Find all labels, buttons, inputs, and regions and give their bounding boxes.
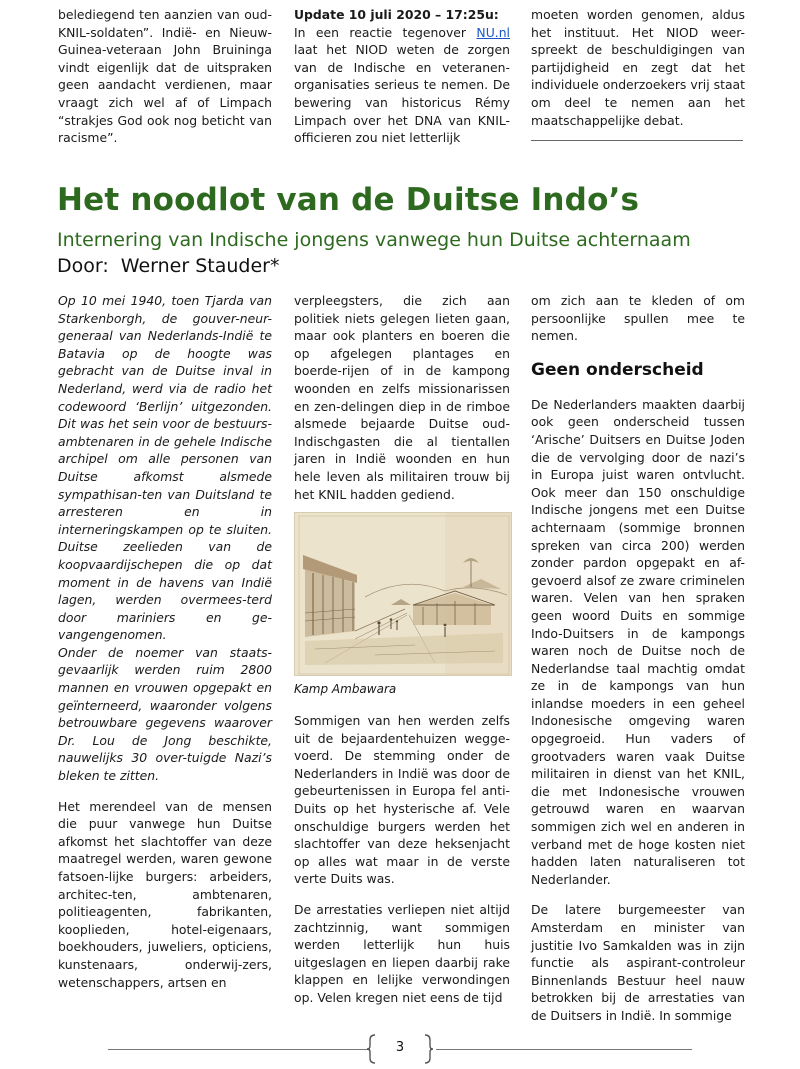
byline-author: Werner Stauder* (120, 255, 280, 277)
body-paragraph: om zich aan te kleden of om persoonlijke spullen mee te nemen. (531, 293, 745, 344)
top-column-1 (58, 6, 272, 147)
nu-nl-link[interactable]: NU.nl (476, 24, 510, 40)
top-column-3 (531, 6, 745, 129)
update-title: Update 10 juli 2020 – 17:25u: (294, 7, 499, 22)
footer-rule-left (108, 1049, 370, 1050)
byline-label: Door: (57, 255, 109, 277)
update-text-post: laat het NIOD weten de zorgen van de Indische en veteranen-organisaties serieus te nemen. De bewering van historicus Rémy Limpach over het DNA van KNIL-officieren zou niet letterlijk (294, 42, 510, 146)
article-column-3 (531, 292, 745, 1025)
section-divider (531, 140, 743, 141)
body-paragraph: De arrestaties verliepen niet altijd zachtzinnig, want sommigen werden letterlijk hun huis uitgeslagen en liepen daarbij rake klappen en lelijke verwondingen op. Velen kregen niet eens de tijd (294, 901, 510, 1005)
body-paragraph: Sommigen van hen werden zelfs uit de bejaardentehuizen wegge-voerd. De stemming onder de Nederlanders in Indië was door de gebeurtenissen in Europa fel anti-Duits op het hysterische af. Vele onschuldige burgers werden het slachtoffer van deze heksenjacht op alles wat maar in de verste verte Duits was. (294, 713, 510, 887)
page-number: 3 (395, 1040, 405, 1055)
section-heading: Geen onderscheid (531, 359, 704, 380)
byline (57, 253, 279, 279)
top-col3-text: moeten worden genomen, aldus het instituut. Het NIOD weer-spreekt de beschuldigingen van partijdigheid en zegt dat het individuele onderzoekers vrij staat om deel te nemen aan het maatschappelijke debat. (531, 7, 745, 128)
article-column-1 (58, 292, 272, 991)
figure-caption: Kamp Ambawara (294, 682, 397, 696)
update-text-pre: In een reactie tegenover (294, 24, 467, 40)
article-title: Het noodlot van de Duitse Indo’s (57, 182, 640, 218)
body-paragraph: De Nederlanders maakten daarbij ook geen onderscheid tussen ‘Arische’ Duitsers en Duitse Joden die de vervolging door de nazi’s in Europa juist waren ontvlucht. Ook meer dan 150 onschuldige Indische jongens met een Duitse achternaam (sommige bronnen spreken van circa 200) werden zonder pardon opgepakt en af-gevoerd alsof ze zware criminelen waren. Velen van hen spraken geen woord Duits en sommige Indo-Duitsers in de kampongs waren noch de Duitse noch de Nederlandse taal machtig omdat ze in de kampongs van hun inlandse moeders in een geheel Indonesische omgeving waren opgegroeid. Hun vaders of grootvaders waren vaak Duitse militairen in dienst van het KNIL, die met Indonesische vrouwen getrouwd waren en waarvan sommigen zich wel en anderen in verband met de hoge kosten niet hadden laten naturaliseren tot Nederlander. (531, 396, 745, 887)
body-paragraph: Het merendeel van de mensen die puur vanwege hun Duitse afkomst het slachtoffer van deze maatregel werden, waren gewone fatsoen-lijke burgers: arbeiders, architec-ten, ambtenaren, politieagenten, fabrikanten, kooplieden, hotel-eigenaars, boekhouders, juweliers, opticiens, kunstenaars, onderwij-zers, wetenschappers, artsen en (58, 798, 272, 990)
right-brace-icon (422, 1034, 434, 1064)
top-column-2 (294, 6, 510, 147)
update-paragraph (294, 6, 510, 147)
body-paragraph: verpleegsters, die zich aan politiek niets gelegen lieten gaan, maar ook planters en boeren die op afgelegen plantages en boerde-rijen of in de kampong woonden en zelfs missionarissen en zen-delingen diep in de rimboe alsmede bejaarde Duitse oud-Indischgasten die al tientallen jaren in Indië woonden en hun hele leven als militairen trouw bij het KNIL hadden gediend. (294, 293, 510, 502)
article-column-2-continued (294, 712, 510, 1007)
intro-paragraph-2: Onder de noemer van staats-gevaarlijk werden ruim 2800 mannen en vrouwen opgepakt en geïnterneerd, waaronder volgens betrouwbare gegevens waarover Dr. Lou de Jong beschikte, nauwelijks 30 over-tuigde Nazi’s bleken te zitten. (58, 644, 272, 784)
article-column-2 (294, 292, 510, 503)
top-col1-text: belediegend ten aanzien van oud-KNIL-soldaten”. Indië- en Nieuw-Guinea-veteraan John Bruininga vindt eigenlijk dat de uitspraken geen aandacht verdienen, maar vraagt zich wel af of Limpach “strakjes God ook nog beticht van racisme”. (58, 7, 272, 146)
sketch-drawing-icon (294, 512, 512, 676)
footer-rule-right (436, 1049, 692, 1050)
article-subtitle: Internering van Indische jongens vanwege hun Duitse achternaam (57, 229, 691, 251)
body-paragraph: De latere burgemeester van Amsterdam en minister van justitie Ivo Samkalden was in zijn functie als aspirant-controleur Binnenlands Bestuur heel nauw betrokken bij de arrestaties van de Duitsers in Indië. In sommige (531, 902, 745, 1023)
intro-paragraph-1: Op 10 mei 1940, toen Tjarda van Starkenborgh, de gouver-neur-generaal van Nederlands-Indië te Batavia op de hoogte was gebracht van de Duitse inval in Nederland, werd via de radio het codewoord ‘Berlijn’ uitgezonden. Dit was het sein voor de bestuurs-ambtenaren in de gehele Indische archipel om alle personen van Duitse afkomst alsmede sympathisan-ten van Duitsland te arresteren en in interneringskampen op te sluiten. Duitse zeelieden van de koopvaardijschepen die op dat moment in de havens van Indië lagen, werden overmees-terd door mariniers en ge-vangengenomen. (58, 293, 272, 643)
left-brace-icon (366, 1034, 378, 1064)
